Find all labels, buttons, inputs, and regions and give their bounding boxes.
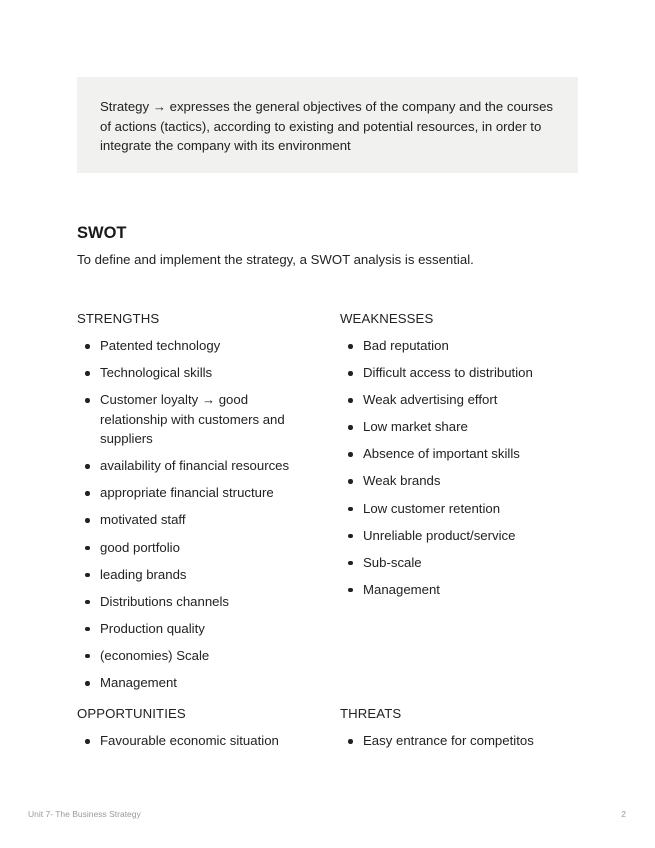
footer-page-number: 2 — [621, 809, 626, 819]
list-item: Low customer retention — [340, 499, 578, 519]
list-item: good portfolio — [77, 538, 315, 558]
list-item: Production quality — [77, 619, 315, 639]
list-item: Distributions channels — [77, 592, 315, 612]
threats-heading: THREATS — [340, 706, 402, 721]
list-item: Difficult access to distribution — [340, 363, 578, 383]
list-item: Customer loyalty → good relationship with customers and suppliers — [77, 390, 315, 449]
weaknesses-list — [340, 336, 578, 607]
strengths-heading: STRENGTHS — [77, 311, 160, 326]
strategy-definition-callout — [77, 77, 578, 173]
list-item: Favourable economic situation — [77, 731, 315, 751]
footer-unit-title: Unit 7- The Business Strategy — [28, 809, 141, 819]
list-item: appropriate financial structure — [77, 483, 315, 503]
list-item: Weak advertising effort — [340, 390, 578, 410]
list-item: Low market share — [340, 417, 578, 437]
opportunities-heading: OPPORTUNITIES — [77, 706, 186, 721]
strengths-list — [77, 336, 315, 700]
list-item: Absence of important skills — [340, 444, 578, 464]
callout-text: Strategy → expresses the general objectives of the company and the courses of actions (tactics), according to existing and potential resources, in order to integrate the company with its environment — [100, 99, 554, 153]
list-item: Management — [340, 580, 578, 600]
list-item: Weak brands — [340, 471, 578, 491]
section-title: SWOT — [77, 224, 127, 242]
list-item: Management — [77, 673, 315, 693]
list-item: (economies) Scale — [77, 646, 315, 666]
section-intro: To define and implement the strategy, a SWOT analysis is essential. — [77, 252, 474, 267]
weaknesses-heading: WEAKNESSES — [340, 311, 434, 326]
list-item: Easy entrance for competitos — [340, 731, 578, 751]
list-item: motivated staff — [77, 510, 315, 530]
list-item: Sub-scale — [340, 553, 578, 573]
opportunities-list — [77, 731, 315, 758]
list-item: Unreliable product/service — [340, 526, 578, 546]
list-item: Bad reputation — [340, 336, 578, 356]
list-item: leading brands — [77, 565, 315, 585]
list-item: availability of financial resources — [77, 456, 315, 476]
list-item: Technological skills — [77, 363, 315, 383]
threats-list — [340, 731, 578, 758]
list-item: Patented technology — [77, 336, 315, 356]
